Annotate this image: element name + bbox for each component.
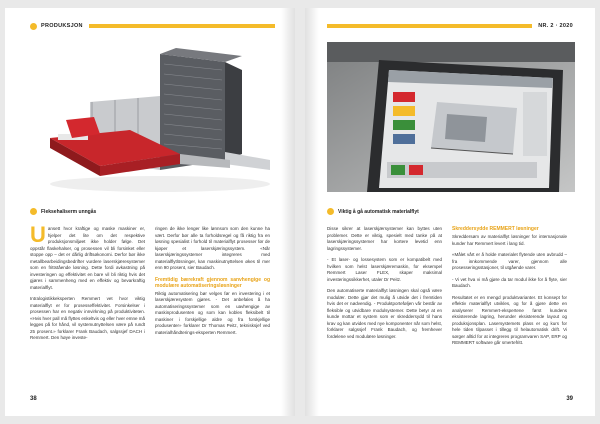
paragraph: Riktig automatisering bør velges før en investering i et laserskjæresystem gjøres. - Det anbefales å ha automatiseringssystemer som en uavhengige av maskinprodusenten og som kan kobles fleksibelt til maskiner i forskjellige aldre og fra forskjellige produsenter» forklarer Dr Thomas Peitz, teknisksjef ved materialhåndterings-eksperten Remmert. [155,290,270,335]
paragraph: - Vi vet hva vi må gjøre da tar modul ikke for å flyte, sier Baudach. [452,276,567,288]
left-column-1 [30,222,145,347]
paragraph: Den automatiserte materialflyt løsningen skal også være modulær. Dette gjør det mulig å utvide det i fremtiden hvis det er nødvendig. - Produktporteføljen vår består av fleksible og utvidbare modulsystemer. Dette betyr at en kunde mottar et system som er skreddersydd til hans krav og kan utvides med nye komponenter når som helst, forklarer salgssjef Frank Baudach, og fremhever fordelene ved modulære løsninger. [327,288,442,339]
paragraph: Disse sikrer at laserskjærsystemer kan byttes uten problemer. Dette er viktig, spesielt med tanke på at laserskjæringssystemer har kortere levetid enn lagringssystemer. [327,226,442,251]
paragraph: U ansett hvor kraftige og maske maskiner er, hjelper det lite om det respektive produksjonsmiljøet ikke holder følge. Det oppstår flaskehalser, og prosessen vil bli forsinket eller stoppe opp – det er dårlig driftsøkonomi. Derfor bør ikke metallbearbeidingsbedrifter vurdere laserskjæresystemer som en frittstående løsning. Dette fordi avkastning på investeringen og effektivitet en bare vil bli riktig hvis det gjøres i sammenheng med en effektiv og bevarkraftig materialflyt. [30,222,145,290]
paragraph: - Et laser- og lossesystem som er kompatibelt med hvilken som helst laserskjæremaskin, for eksempel Remmert Laser FLEX, skaper maksimal investeringssikkerhet, utaler Dr Peitz. [327,257,442,282]
left-image-caption [30,208,96,215]
subheading: Skreddersydde REMMERT løsninger [452,226,539,232]
left-body-columns [30,222,270,347]
caption-text: Viktig å gå automatisk materialflyt [338,208,419,215]
drop-cap: U [30,222,46,247]
right-body-columns [327,226,567,352]
laser-storage-machine-image [30,42,280,202]
right-column-2 [452,226,567,352]
header-rule [89,24,275,28]
left-column-2 [155,226,270,347]
section-label: PRODUKSJON [41,23,83,29]
left-header [30,20,281,32]
right-page [305,8,595,416]
page-number: 38 [30,396,37,402]
header-rule [327,24,532,28]
touchscreen-control-image [327,42,575,192]
caption-text: Fleksehaliserm unngås [41,208,97,215]
subheading: Fremtidig bærekraft gjennom sanvhengige og modulære automatiseringsløsninger [155,276,270,289]
page-number: 39 [566,396,573,402]
right-image-caption [327,208,419,215]
caption-bullet-icon [30,208,37,215]
caption-bullet-icon [327,208,334,215]
left-page [5,8,295,416]
paragraph: Intralogistikkeksperten Remmert vet hvor viktig materialflyt er for prosesseffektivitet. Forsinkelser i prosessen har en negativ innvirkning på produktiviteten. «Hvis hver pall må flyttes enkeltvis og eller hver emne må legges på for hånd, vil systemutnyttelsen være på rundt 25 prosent.» forklarer Frank Baudach, salgssjef DACH i Remmert. Den høye investe- [30,296,145,340]
issue-label: NR. 2 · 2020 [538,23,573,29]
paragraph: ringen de ikke lenger like lønnsom som den kunne ha vært. Derfor bør alle ta forholdsregel og få riktig fra en løsning spesialist i forhold til materialflyt prosesser før de kjøper et laserskjæringssystem. «Når laserskjæringssystemer integreres med materialflytlösninger, kan maskinutnyttelsen økes til mer enn 90 prosent, sier Baudach. [155,226,270,270]
right-column-1 [327,226,442,352]
paragraph: «Målet vårt er å holde materialet flytende uten avbrudd – fra innkommende varer, gjennom alle prosesseringsstasjoner, til utgående varer. [452,252,567,270]
paragraph: Resultatet er en mengd produktvarianter. Et konsept for effektiv materialflyt utvikles, og for å gjøre dette en analyserer Remmert-ekspertene først kundens eksisterende lagring, herunder eksisterende layout og produksjonsplan. Lasersystemets plass er og kurs for hele tiden tilpasset i tillegg til helautomatisk drift. Vi sørger alltid for at integreres programvaren SAP, ERP og REMMERT software går smertefritt. [452,294,567,345]
paragraph: Skreddersøm av materialflyt løsninger for internasjonale kunder har Remmert levert i lang tid. [452,234,567,246]
header-bullet-icon [30,23,37,30]
right-header [327,20,573,32]
